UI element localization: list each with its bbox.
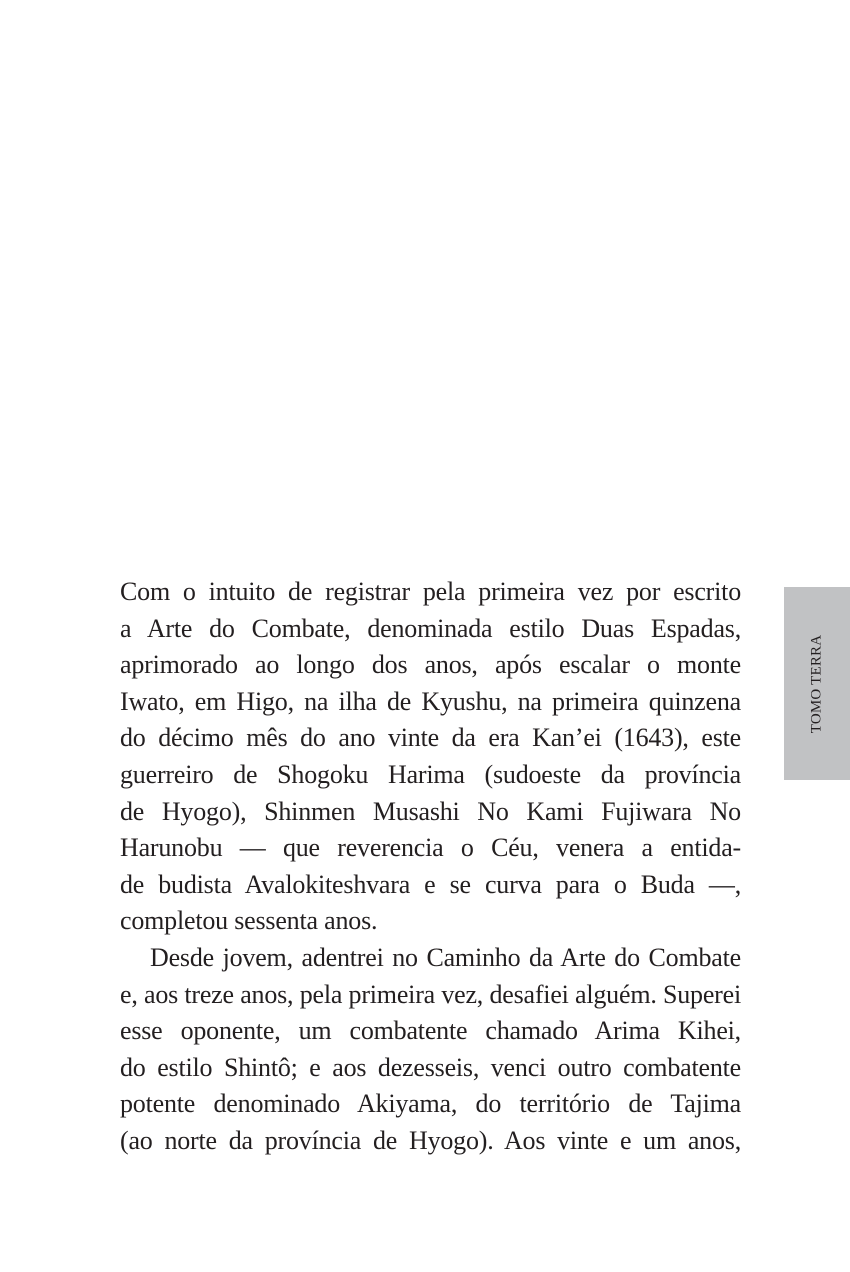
text-line: de Hyogo), Shinmen Musashi No Kami Fujiwara No — [120, 796, 741, 826]
text-line: aprimorado ao longo dos anos, após escalar o monte — [120, 650, 741, 680]
text-line: Harunobu — que reverencia o Céu, venera a entida- — [120, 833, 741, 863]
text-line: e, aos treze anos, pela primeira vez, desafiei alguém. Superei — [120, 979, 741, 1009]
chapter-tab-label: TOMO TERRA — [808, 634, 825, 733]
body-text — [120, 574, 741, 1160]
chapter-side-tab — [784, 587, 850, 780]
text-line: do décimo mês do ano vinte da era Kan’ei (1643), este — [120, 723, 741, 753]
text-line: potente denominado Akiyama, do território de Tajima — [120, 1089, 741, 1119]
text-line: guerreiro de Shogoku Harima (sudoeste da província — [120, 759, 741, 789]
paragraph-1 — [120, 574, 741, 940]
paragraph-2 — [120, 940, 741, 1160]
text-line: do estilo Shintô; e aos dezesseis, venci outro combatente — [120, 1052, 741, 1082]
text-line: Desde jovem, adentrei no Caminho da Arte do Combate — [150, 942, 741, 972]
text-line: esse oponente, um combatente chamado Arima Kihei, — [120, 1016, 741, 1046]
text-line: de budista Avalokiteshvara e se curva para o Buda —, — [120, 869, 741, 899]
text-line: (ao norte da província de Hyogo). Aos vinte e um anos, — [120, 1125, 741, 1155]
text-line: a Arte do Combate, denominada estilo Duas Espadas, — [120, 613, 741, 643]
text-line: completou sessenta anos. — [120, 906, 378, 936]
text-line: Iwato, em Higo, na ilha de Kyushu, na primeira quinzena — [120, 686, 741, 716]
text-line: Com o intuito de registrar pela primeira vez por escrito — [120, 577, 741, 606]
